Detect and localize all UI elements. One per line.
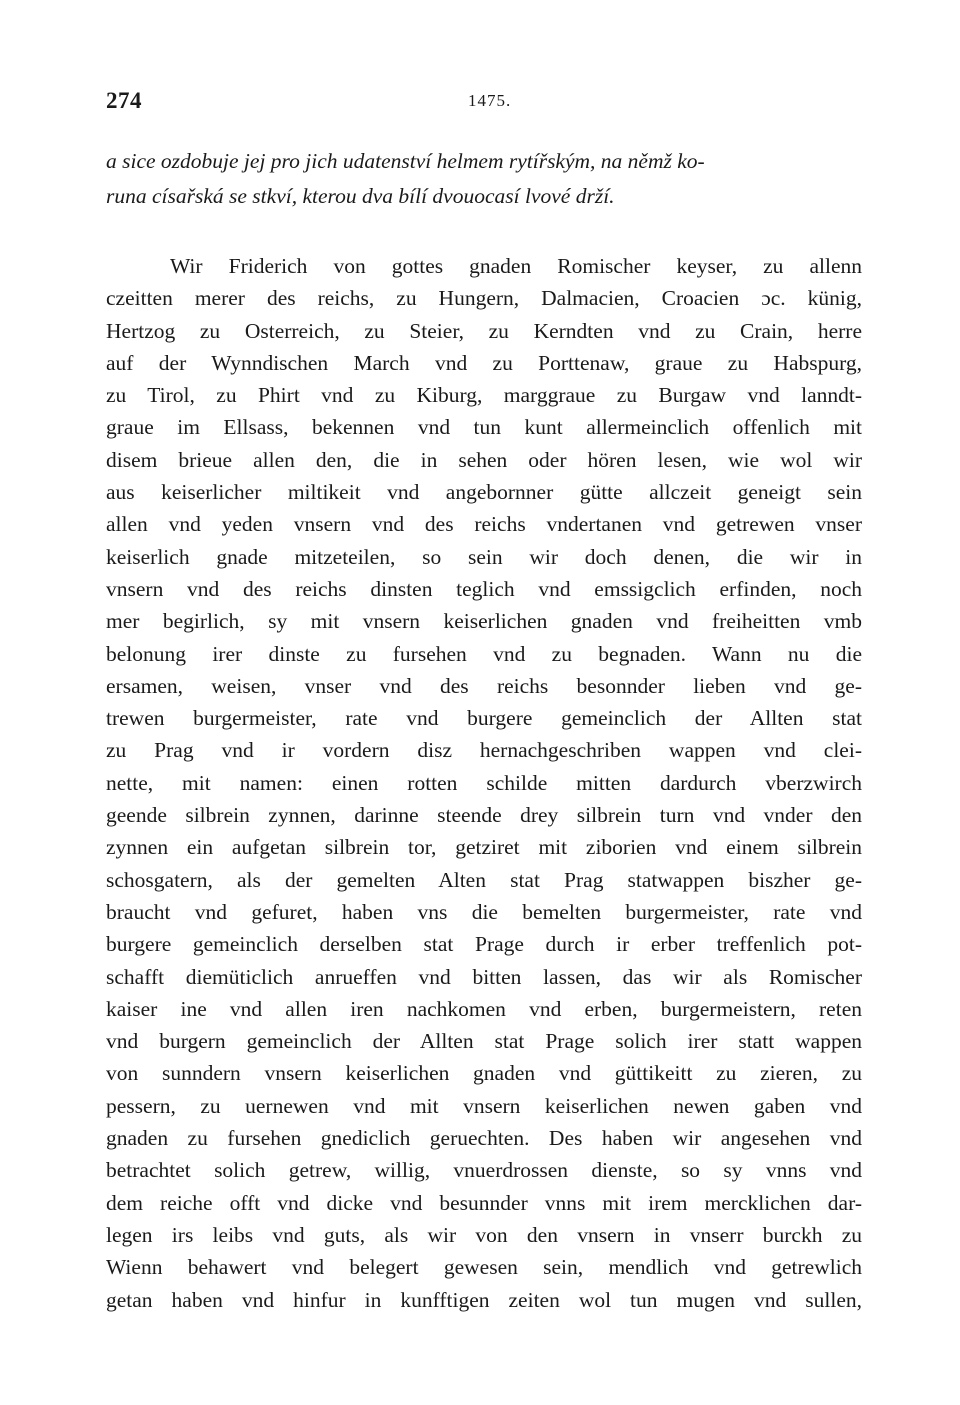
text-line: aus keiserlicher miltikeit vnd angebornner gütte allczeit geneigt sein [106, 480, 862, 505]
text-line: zynnen ein aufgetan silbrein tor, getziret mit ziborien vnd einem silbrein [106, 835, 862, 860]
text-line: allen vnd yeden vnsern vnd des reichs vndertanen vnd getrewen vnser [106, 512, 862, 537]
text-line: Wir Friderich von gottes gnaden Romischer keyser, zu allenn [170, 254, 862, 278]
text-line: kaiser ine vnd allen iren nachkomen vnd erben, burgermeistern, reten [106, 996, 862, 1021]
text-line: zu Prag vnd ir vordern disz hernachgeschriben wappen vnd clei- [106, 738, 862, 763]
text-line: legen irs leibs vnd guts, als wir von den vnsern in vnserr burckh zu [106, 1222, 862, 1247]
page-header [106, 88, 862, 118]
text-line: dem reiche offt vnd dicke vnd besunnder vnns mit irem mercklichen dar- [106, 1190, 862, 1215]
text-line: belonung irer dinste zu fursehen vnd zu begnaden. Wann nu die [106, 641, 862, 666]
text-line: Hertzog zu Osterreich, zu Steier, zu Kerndten vnd zu Crain, herre [106, 318, 862, 343]
text-line: graue im Ellsass, bekennen vnd tun kunt allermeinclich offenlich mit [106, 415, 862, 440]
summary-line: a sice ozdobuje jej pro jich udatenství helmem rytířským, na němž ko- [106, 149, 705, 173]
text-line: gnaden zu fursehen gnediclich geruechten. Des haben wir angesehen vnd [106, 1126, 862, 1151]
text-line: betrachtet solich getrew, willig, vnuerdrossen dienste, so sy vnns vnd [106, 1158, 862, 1183]
text-line: von sunndern vnsern keiserlichen gnaden vnd güttikeitt zu zieren, zu [106, 1061, 862, 1086]
text-line: pessern, zu uernewen vnd mit vnsern keiserlichen newen gaben vnd [106, 1093, 862, 1118]
text-line: keiserlich gnade mitzeteilen, so sein wir doch denen, die wir in [106, 544, 862, 569]
text-line: czeitten merer des reichs, zu Hungern, Dalmacien, Croacien ɔc. künig, [106, 286, 862, 311]
text-line: disem brieue allen den, die in sehen oder hören lesen, wie wol wir [106, 447, 862, 472]
text-line: nette, mit namen: einen rotten schilde mitten dardurch vberzwirch [106, 770, 862, 795]
charter-text [106, 250, 862, 1316]
czech-summary [106, 144, 862, 214]
page-number: 274 [106, 88, 142, 113]
text-line: vnd burgern gemeinclich der Allten stat Prage solich irer statt wappen [106, 1029, 862, 1054]
text-line: braucht vnd gefuret, haben vns die bemelten burgermeister, rate vnd [106, 899, 862, 924]
text-line: auf der Wynndischen March vnd zu Porttenaw, graue zu Habspurg, [106, 350, 862, 375]
text-line: schafft diemüticlich anrueffen vnd bitten lassen, das wir als Romischer [106, 964, 862, 989]
text-line: burgere gemeinclich derselben stat Prage durch ir erber treffenlich pot- [106, 932, 862, 957]
summary-line: runa císařská se stkví, kterou dva bílí dvouocasí lvové drží. [106, 184, 615, 208]
text-line: schosgatern, als der gemelten Alten stat Prag statwappen biszher ge- [106, 867, 862, 892]
text-line: Wienn behawert vnd belegert gewesen sein, mendlich vnd getrewlich [106, 1255, 862, 1280]
text-line: geende silbrein zynnen, darinne steende drey silbrein turn vnd vnder den [106, 803, 862, 828]
text-line: getan haben vnd hinfur in kunfftigen zeiten wol tun mugen vnd sullen, [106, 1287, 862, 1312]
running-head-year: 1475. [468, 91, 512, 110]
text-line: vnsern vnd des reichs dinsten teglich vnd emssigclich erfinden, noch [106, 576, 862, 601]
text-line: zu Tirol, zu Phirt vnd zu Kiburg, marggraue zu Burgaw vnd lanndt- [106, 383, 862, 408]
text-line: mer begirlich, sy mit vnsern keiserlichen gnaden vnd freiheitten vmb [106, 609, 862, 634]
text-line: ersamen, weisen, vnser vnd des reichs besonnder lieben vnd ge- [106, 673, 862, 698]
text-line: trewen burgermeister, rate vnd burgere gemeinclich der Allten stat [106, 706, 862, 731]
